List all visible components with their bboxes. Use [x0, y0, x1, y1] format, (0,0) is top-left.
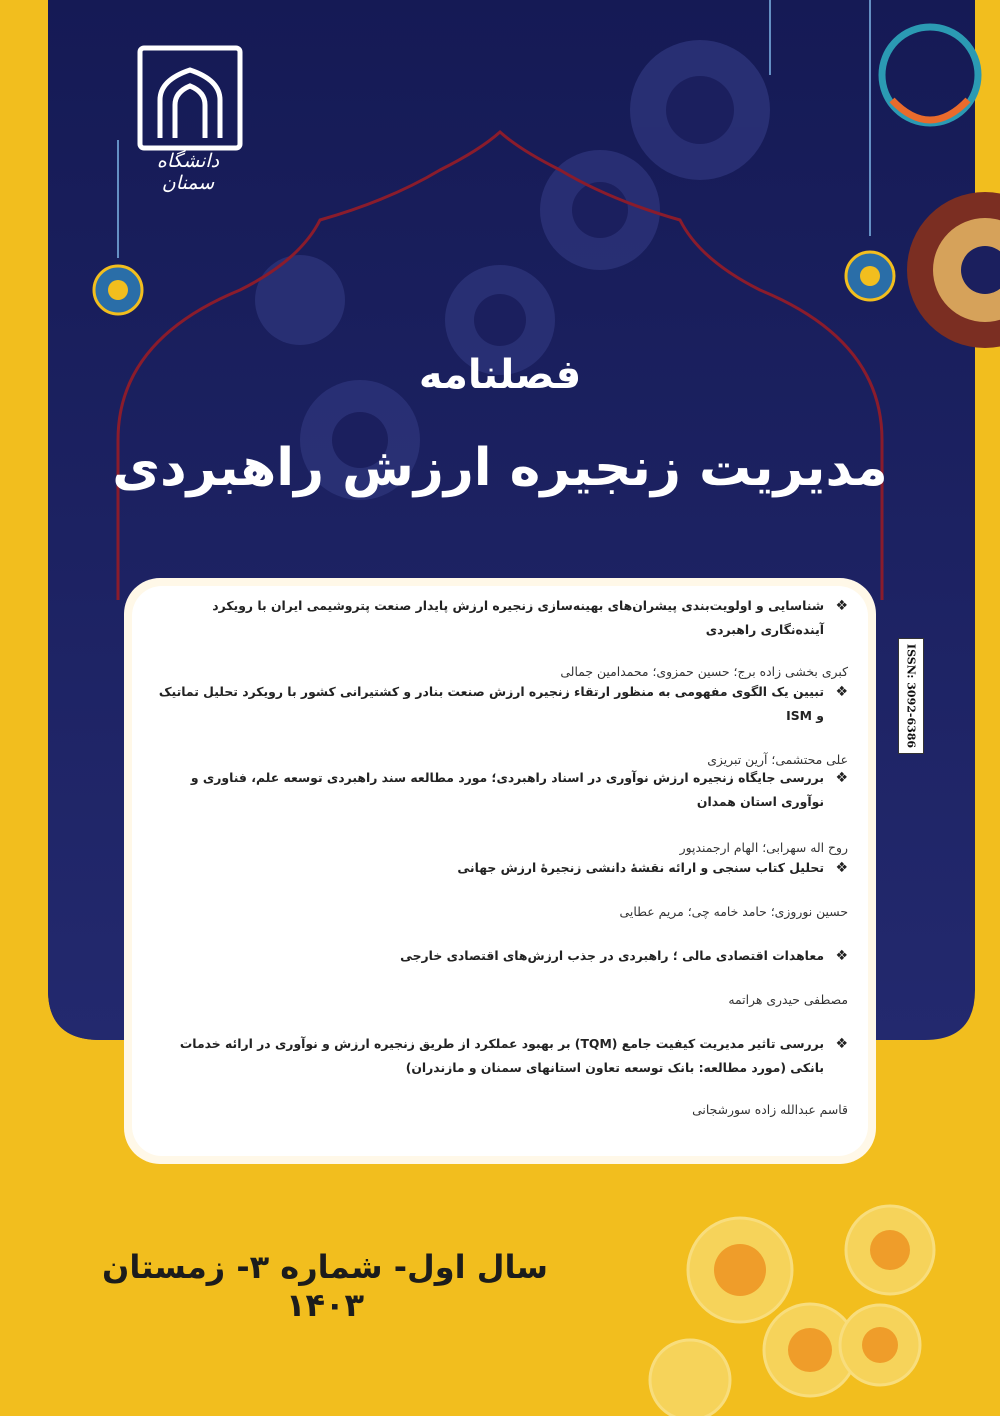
article-2 [148, 680, 848, 772]
article-1 [148, 594, 848, 684]
issn-label: ISSN: 3092-6386 [898, 638, 924, 754]
contents-panel [128, 582, 872, 1160]
article-title[interactable]: ❖ بررسی جایگاه زنجیره ارزش نوآوری در اسناد راهبردی؛ مورد مطالعه سند راهبردی توسعه علم، فناوری و نوآوری استان همدان [190, 770, 848, 809]
article-authors: علی محتشمی؛ آرین تبریزی [707, 752, 848, 767]
article-authors: روح اله سهرابی؛ الهام ارجمندپور [679, 840, 848, 855]
journal-type: فصلنامه [418, 352, 582, 398]
article-6 [148, 1032, 848, 1122]
article-authors: قاسم عبدالله زاده سورشجانی [692, 1102, 848, 1117]
article-title[interactable]: ❖ بررسی تاثیر مدیریت کیفیت جامع (TQM) بر بهبود عملکرد از طریق زنجیره ارزش و نوآوری در ارائه خدمات بانکی (مورد مطالعه: بانک توسعه تعاون استانهای سمنان و مازندران) [179, 1036, 848, 1075]
university-name: دانشگاه سمنان [156, 150, 220, 194]
article-3 [148, 766, 848, 860]
article-title[interactable]: ❖ تبیین یک الگوی مفهومی به منظور ارتقاء زنجیره ارزش صنعت بنادر و کشتیرانی کشور با رویکرد تحلیل تماتیک و ISM [158, 684, 848, 723]
issue-info: سال اول- شماره ۳- زمستان ۱۴۰۳ [102, 1248, 548, 1324]
article-title[interactable]: ❖ شناسایی و اولویت‌بندی پیشران‌های بهینه‌سازی زنجیره ارزش پایدار صنعت پتروشیمی ایران با رویکرد آینده‌نگاری راهبردی [212, 598, 848, 637]
article-authors: مصطفی حیدری هراتمه [728, 992, 848, 1007]
article-title[interactable]: ❖ معاهدات اقتصادی مالی ؛ راهبردی در جذب ارزش‌های اقتصادی خارجی [400, 948, 848, 964]
article-authors: کبری بخشی زاده برج؛ حسین حمزوی؛ محمدامین جمالی [560, 664, 848, 679]
article-authors: حسین نوروزی؛ حامد خامه چی؛ مریم عطایی [619, 904, 848, 919]
article-title[interactable]: ❖ تحلیل کتاب سنجی و ارائه نقشهٔ دانشی زنجیرهٔ ارزش جهانی [457, 860, 848, 876]
article-4 [148, 856, 848, 924]
article-5 [148, 944, 848, 1012]
journal-title: مدیریت زنجیره ارزش راهبردی [112, 438, 888, 498]
